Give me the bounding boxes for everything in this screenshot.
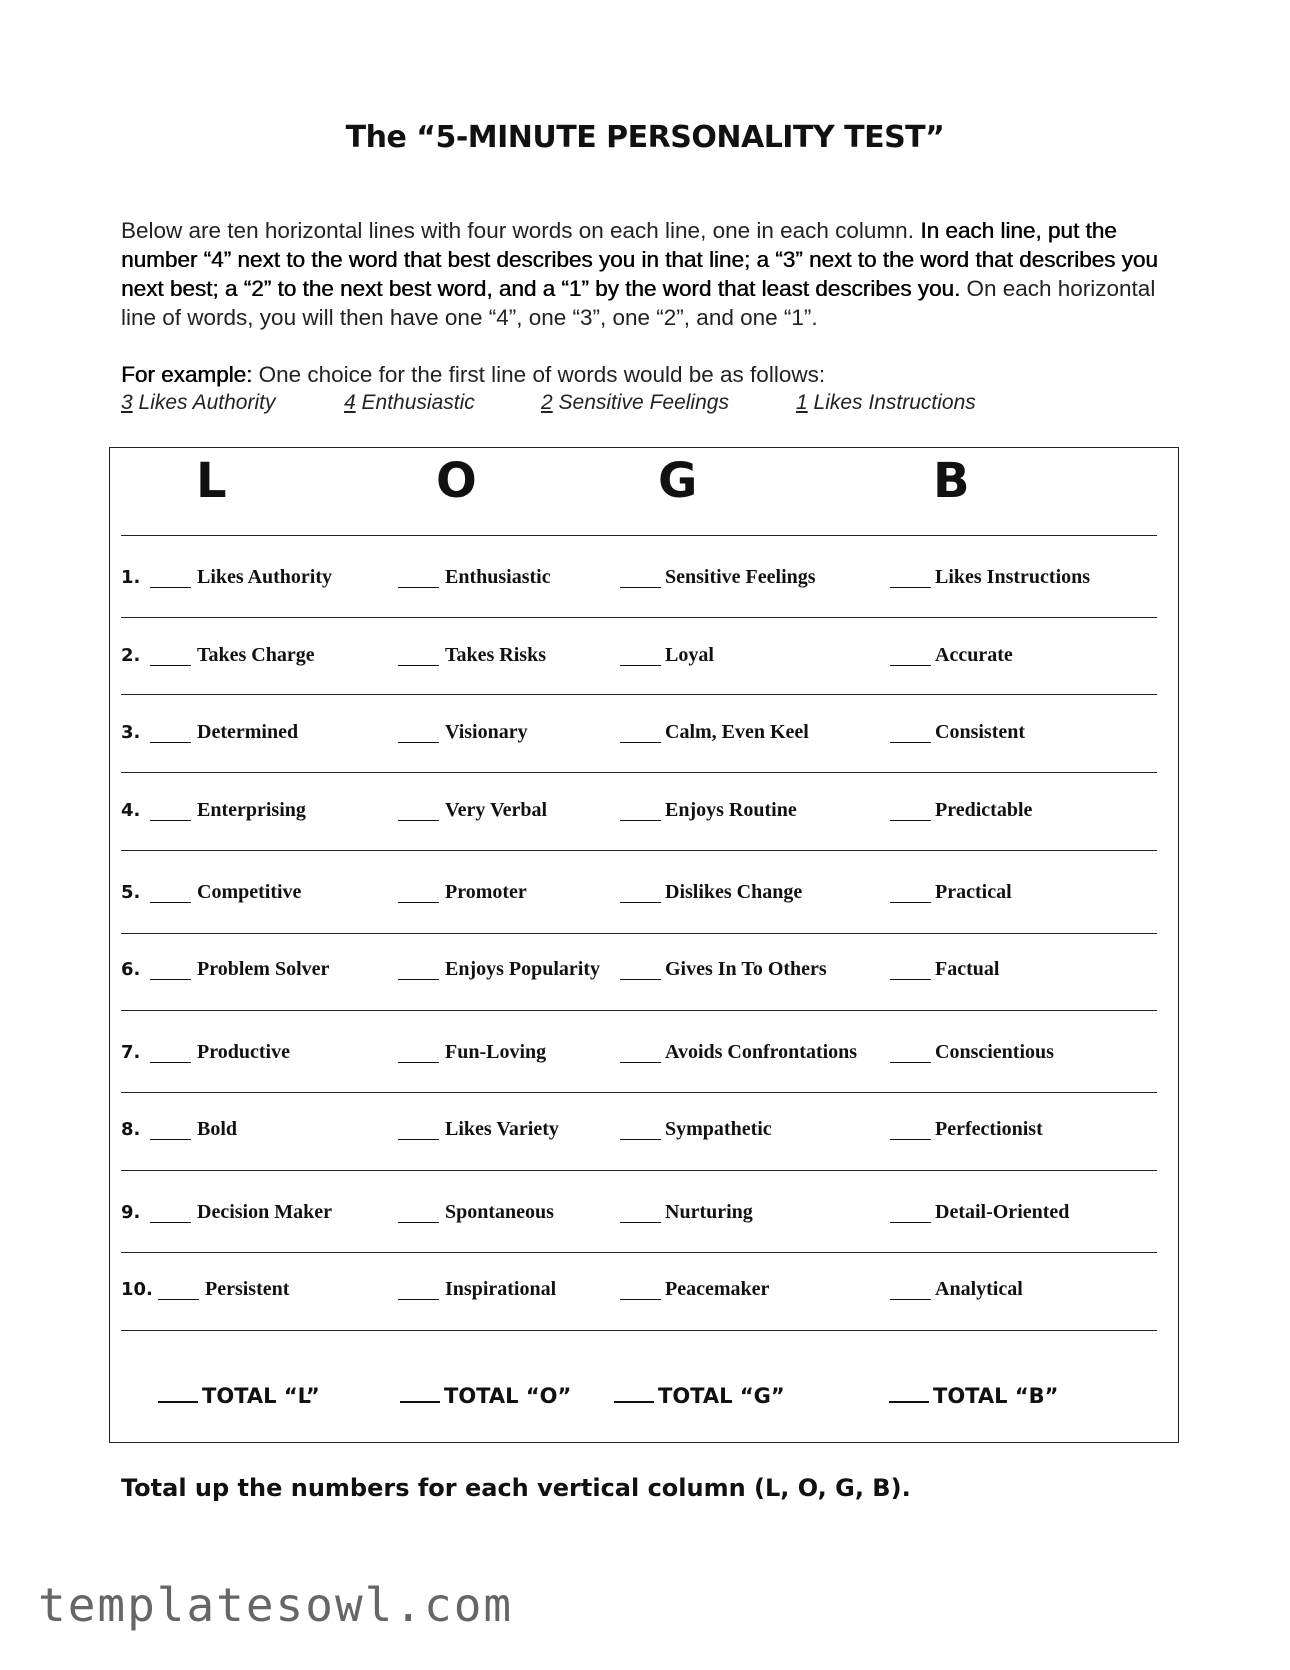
answer-blank[interactable] (620, 665, 661, 666)
answer-blank[interactable] (890, 820, 931, 821)
trait-word: Sensitive Feelings (665, 566, 816, 588)
answer-blank[interactable] (398, 1222, 439, 1223)
trait-word: Visionary (445, 721, 528, 743)
answer-blank[interactable] (150, 1062, 191, 1063)
answer-blank[interactable] (620, 902, 661, 903)
answer-blank[interactable] (398, 1299, 439, 1300)
row-divider (121, 1252, 1157, 1253)
answer-blank[interactable] (150, 587, 191, 588)
trait-word: Perfectionist (935, 1118, 1043, 1140)
trait-word: Likes Instructions (935, 566, 1091, 588)
trait-word: Calm, Even Keel (665, 721, 809, 743)
trait-word: Practical (935, 881, 1012, 903)
total-l-label: TOTAL “L” (202, 1384, 320, 1408)
example-word: Sensitive Feelings (552, 391, 729, 414)
column-header-b: B (933, 453, 970, 509)
total-g-label: TOTAL “G” (658, 1384, 785, 1408)
trait-word: Spontaneous (445, 1201, 554, 1223)
column-header-o: O (436, 453, 477, 509)
answer-blank[interactable] (398, 902, 439, 903)
row-number: 2. (121, 645, 141, 666)
trait-word: Inspirational (445, 1278, 557, 1300)
row-divider (121, 1330, 1157, 1331)
row-divider (121, 694, 1157, 695)
trait-word: Determined (197, 721, 299, 743)
footer-instruction: Total up the numbers for each vertical column (L, O, G, B). (121, 1474, 911, 1502)
answer-blank[interactable] (620, 1139, 661, 1140)
instructions-part-3: On each horizontal line of words, you will then have one “4”, one “3”, one “2”, and one “1”. (121, 276, 1156, 330)
row-number: 9. (121, 1202, 141, 1223)
row-divider (121, 772, 1157, 773)
trait-word: Competitive (197, 881, 302, 903)
trait-word: Persistent (205, 1278, 290, 1300)
row-number: 1. (121, 567, 141, 588)
trait-word: Enthusiastic (445, 566, 551, 588)
trait-word: Predictable (935, 799, 1033, 821)
row-divider (121, 1010, 1157, 1011)
trait-word: Likes Variety (445, 1118, 559, 1140)
trait-word: Promoter (445, 881, 527, 903)
trait-word: Sympathetic (665, 1118, 772, 1140)
row-number: 3. (121, 722, 141, 743)
answer-blank[interactable] (150, 1222, 191, 1223)
example-number: 3 (121, 391, 133, 414)
total-b (889, 1383, 1058, 1408)
answer-blank[interactable] (890, 587, 931, 588)
trait-word: Likes Authority (197, 566, 333, 588)
total-o-label: TOTAL “O” (444, 1384, 572, 1408)
example-number: 2 (541, 391, 553, 414)
trait-word: Analytical (935, 1278, 1023, 1300)
total-g (614, 1383, 785, 1408)
column-header-g: G (658, 453, 698, 509)
row-number: 8. (121, 1119, 141, 1140)
example-item (344, 391, 475, 415)
trait-word: Detail-Oriented (935, 1201, 1070, 1223)
column-header-l: L (196, 453, 227, 509)
row-divider (121, 933, 1157, 934)
answer-blank[interactable] (150, 820, 191, 821)
answer-blank[interactable] (890, 742, 931, 743)
answer-blank[interactable] (158, 1299, 199, 1300)
answer-blank[interactable] (620, 979, 661, 980)
row-divider (121, 617, 1157, 618)
answer-blank[interactable] (398, 1062, 439, 1063)
row-number: 7. (121, 1042, 141, 1063)
total-o-blank[interactable] (400, 1383, 440, 1403)
row-number: 6. (121, 959, 141, 980)
example-word: Likes Authority (132, 391, 276, 414)
example-intro (121, 362, 825, 388)
trait-word: Enjoys Popularity (445, 958, 601, 980)
total-b-label: TOTAL “B” (933, 1384, 1059, 1408)
instructions-paragraph (121, 216, 1191, 332)
answer-blank[interactable] (398, 979, 439, 980)
answer-blank[interactable] (890, 665, 931, 666)
total-b-blank[interactable] (889, 1383, 929, 1403)
trait-word: Avoids Confrontations (665, 1041, 858, 1063)
answer-blank[interactable] (398, 587, 439, 588)
row-divider (121, 1092, 1157, 1093)
total-o (400, 1383, 571, 1408)
answer-blank[interactable] (620, 820, 661, 821)
answer-blank[interactable] (150, 1139, 191, 1140)
row-divider (121, 1170, 1157, 1171)
trait-word: Fun-Loving (445, 1041, 547, 1063)
answer-blank[interactable] (620, 587, 661, 588)
answer-blank[interactable] (620, 742, 661, 743)
trait-word: Takes Charge (197, 644, 315, 666)
answer-blank[interactable] (398, 742, 439, 743)
trait-word: Conscientious (935, 1041, 1054, 1063)
example-item (796, 391, 976, 415)
answer-blank[interactable] (890, 1299, 931, 1300)
trait-word: Enterprising (197, 799, 306, 821)
example-number: 4 (344, 391, 356, 414)
row-divider (121, 850, 1157, 851)
row-divider (121, 535, 1157, 536)
answer-blank[interactable] (398, 820, 439, 821)
example-text: One choice for the first line of words would be as follows: (252, 362, 826, 387)
trait-word: Consistent (935, 721, 1026, 743)
total-l (158, 1383, 320, 1408)
answer-blank[interactable] (398, 665, 439, 666)
trait-word: Factual (935, 958, 1000, 980)
trait-word: Accurate (935, 644, 1013, 666)
trait-word: Takes Risks (445, 644, 546, 666)
answer-blank[interactable] (150, 902, 191, 903)
answer-blank[interactable] (150, 979, 191, 980)
answer-blank[interactable] (150, 742, 191, 743)
example-number: 1 (796, 391, 808, 414)
row-number: 5. (121, 882, 141, 903)
answer-blank[interactable] (890, 902, 931, 903)
example-lead: For example: (121, 362, 253, 387)
answer-blank[interactable] (620, 1062, 661, 1063)
instructions-part-2: In each line, put the number “4” next to the word that best describes you in that line; a “3” next to the word that describes you next best; a “2” to the next best word, and a “1” by the word that least describes you. (121, 218, 1158, 301)
page-title: The “5-MINUTE PERSONALITY TEST” (345, 120, 945, 155)
trait-word: Peacemaker (665, 1278, 770, 1300)
example-word: Likes Instructions (807, 391, 976, 414)
answer-blank[interactable] (890, 1139, 931, 1140)
total-l-blank[interactable] (158, 1383, 198, 1403)
answer-blank[interactable] (890, 979, 931, 980)
trait-word: Nurturing (665, 1201, 753, 1223)
answer-blank[interactable] (620, 1299, 661, 1300)
trait-word: Loyal (665, 644, 714, 666)
example-word: Enthusiastic (355, 391, 475, 414)
answer-blank[interactable] (620, 1222, 661, 1223)
instructions-part-1: Below are ten horizontal lines with four words on each line, one in each column. (121, 218, 921, 243)
total-g-blank[interactable] (614, 1383, 654, 1403)
row-number: 4. (121, 800, 141, 821)
answer-blank[interactable] (150, 665, 191, 666)
answer-blank[interactable] (398, 1139, 439, 1140)
trait-word: Very Verbal (445, 799, 548, 821)
watermark-logo: templatesowl.com (38, 1578, 514, 1632)
trait-word: Dislikes Change (665, 881, 803, 903)
trait-word: Decision Maker (197, 1201, 332, 1223)
row-number: 10. (121, 1279, 153, 1300)
trait-word: Bold (197, 1118, 238, 1140)
trait-word: Problem Solver (197, 958, 330, 980)
trait-word: Productive (197, 1041, 290, 1063)
trait-word: Enjoys Routine (665, 799, 797, 821)
example-item (121, 391, 275, 415)
trait-word: Gives In To Others (665, 958, 827, 980)
example-item (541, 391, 729, 415)
answer-blank[interactable] (890, 1062, 931, 1063)
answer-blank[interactable] (890, 1222, 931, 1223)
